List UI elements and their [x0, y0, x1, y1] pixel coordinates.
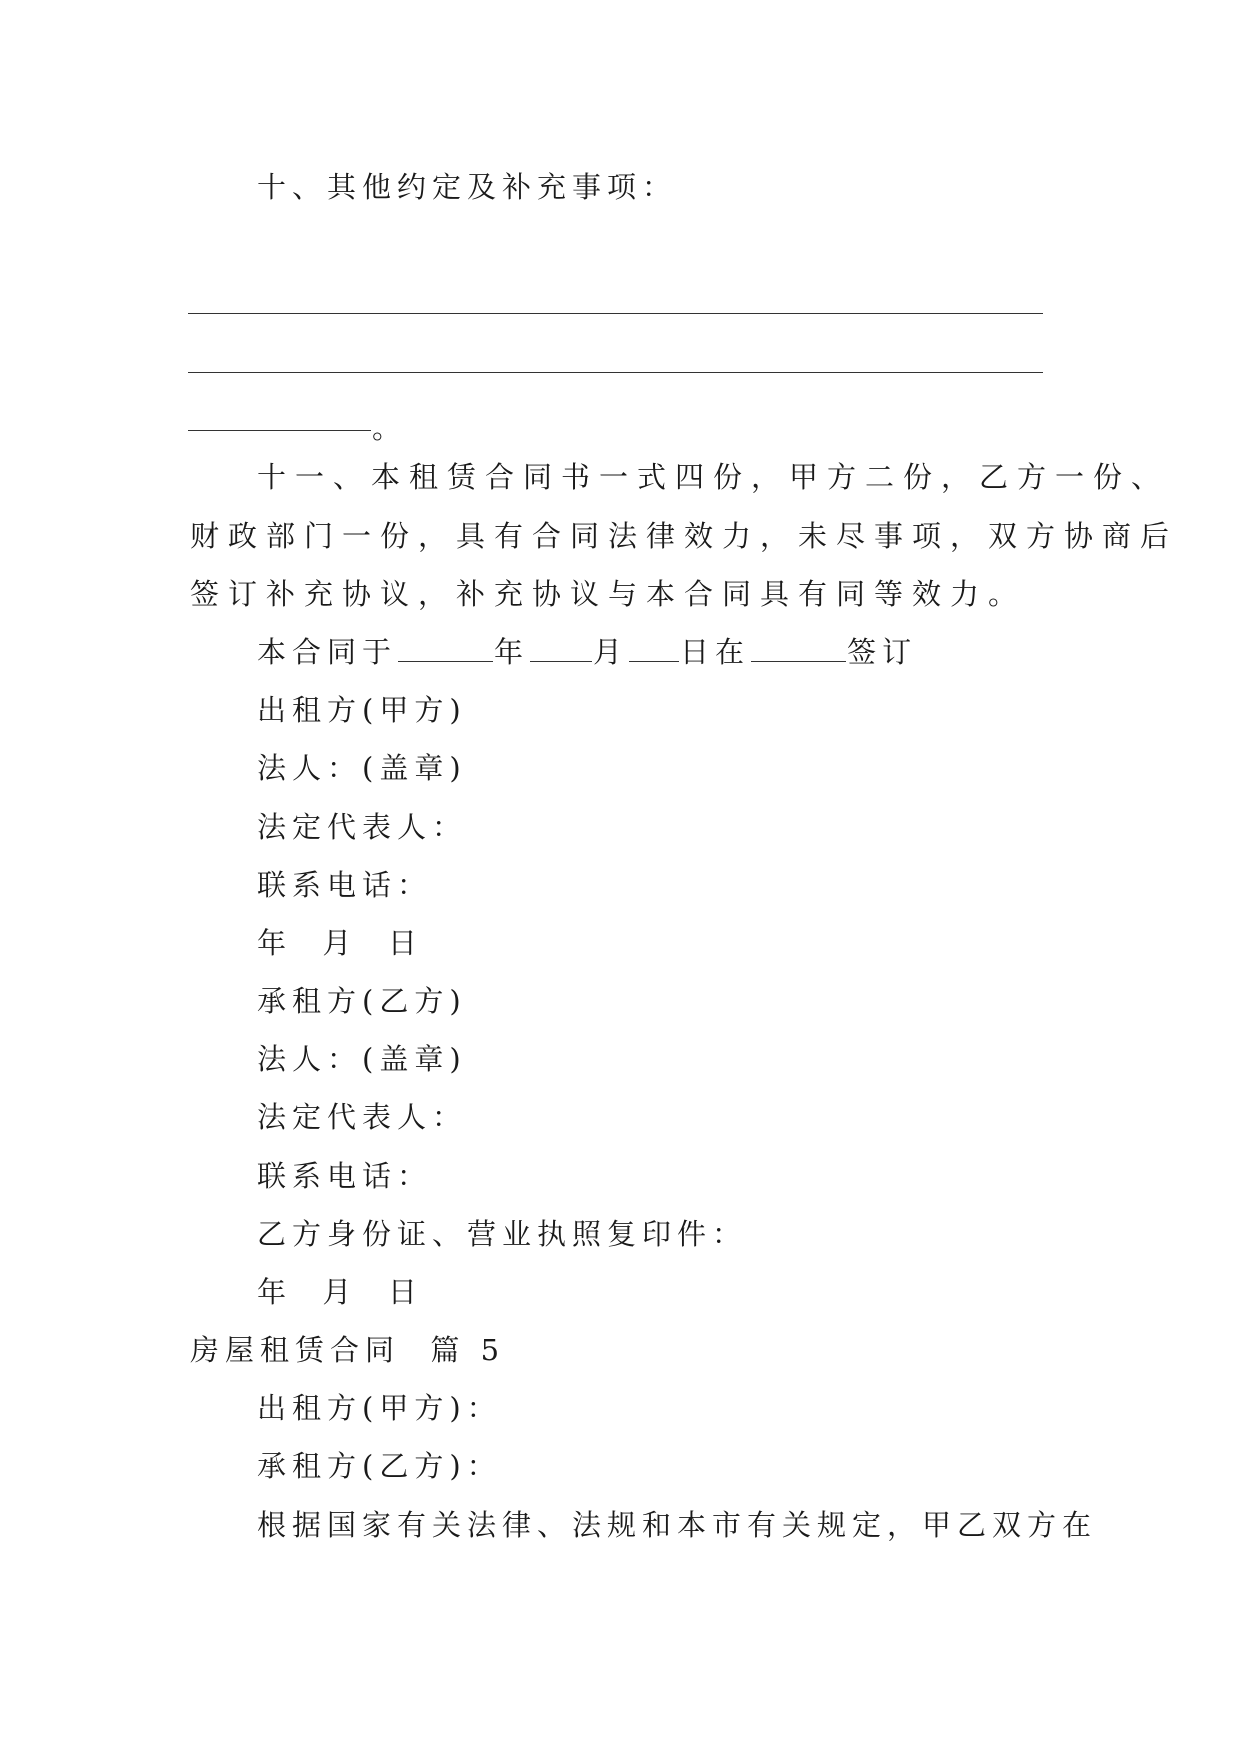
party-b-title: 承租方(乙方): [257, 984, 467, 1018]
year-blank: [398, 633, 493, 662]
blank-line-3: [188, 430, 371, 431]
section-5-intro: 根据国家有关法律、法规和本市有关规定，甲乙双方在: [257, 1508, 1098, 1542]
month-blank: [530, 633, 592, 662]
party-b-date: 年 月 日: [257, 1275, 423, 1309]
clause-11-line-3: 签订补充协议，补充协议与本合同具有同等效力。: [190, 577, 1027, 611]
signing-day-at: 日在: [680, 635, 751, 669]
place-blank: [751, 633, 846, 662]
party-b-representative: 法定代表人：: [257, 1100, 468, 1134]
section-5-lessor: 出租方(甲方)：: [257, 1391, 502, 1425]
signing-month: 月: [593, 635, 629, 669]
section-5-lessee: 承租方(乙方)：: [257, 1449, 502, 1483]
party-b-id-copy: 乙方身份证、营业执照复印件：: [257, 1217, 748, 1251]
clause-10-heading: 十、其他约定及补充事项：: [257, 170, 678, 204]
party-a-title: 出租方(甲方): [257, 693, 467, 727]
clause-11-line-1: 十一、本租赁合同书一式四份，甲方二份，乙方一份、: [257, 460, 1170, 494]
party-b-legal-person: 法人：(盖章): [257, 1042, 467, 1076]
party-a-phone: 联系电话：: [257, 868, 433, 902]
party-a-date: 年 月 日: [257, 926, 423, 960]
party-b-phone: 联系电话：: [257, 1159, 433, 1193]
signing-year: 年: [494, 635, 530, 669]
party-a-legal-person: 法人：(盖章): [257, 751, 467, 785]
party-a-representative: 法定代表人：: [257, 810, 468, 844]
clause-11-line-2: 财政部门一份，具有合同法律效力，未尽事项，双方协商后: [190, 519, 1179, 553]
blank-end-period: 。: [372, 411, 402, 445]
signing-suffix: 签订: [847, 635, 918, 669]
signing-date-line: [257, 632, 917, 672]
blank-line-2: [188, 372, 1043, 373]
day-blank: [629, 633, 679, 662]
signing-prefix: 本合同于: [257, 635, 398, 669]
section-5-heading: 房屋租赁合同 篇 5: [190, 1333, 506, 1367]
blank-line-1: [188, 313, 1043, 314]
